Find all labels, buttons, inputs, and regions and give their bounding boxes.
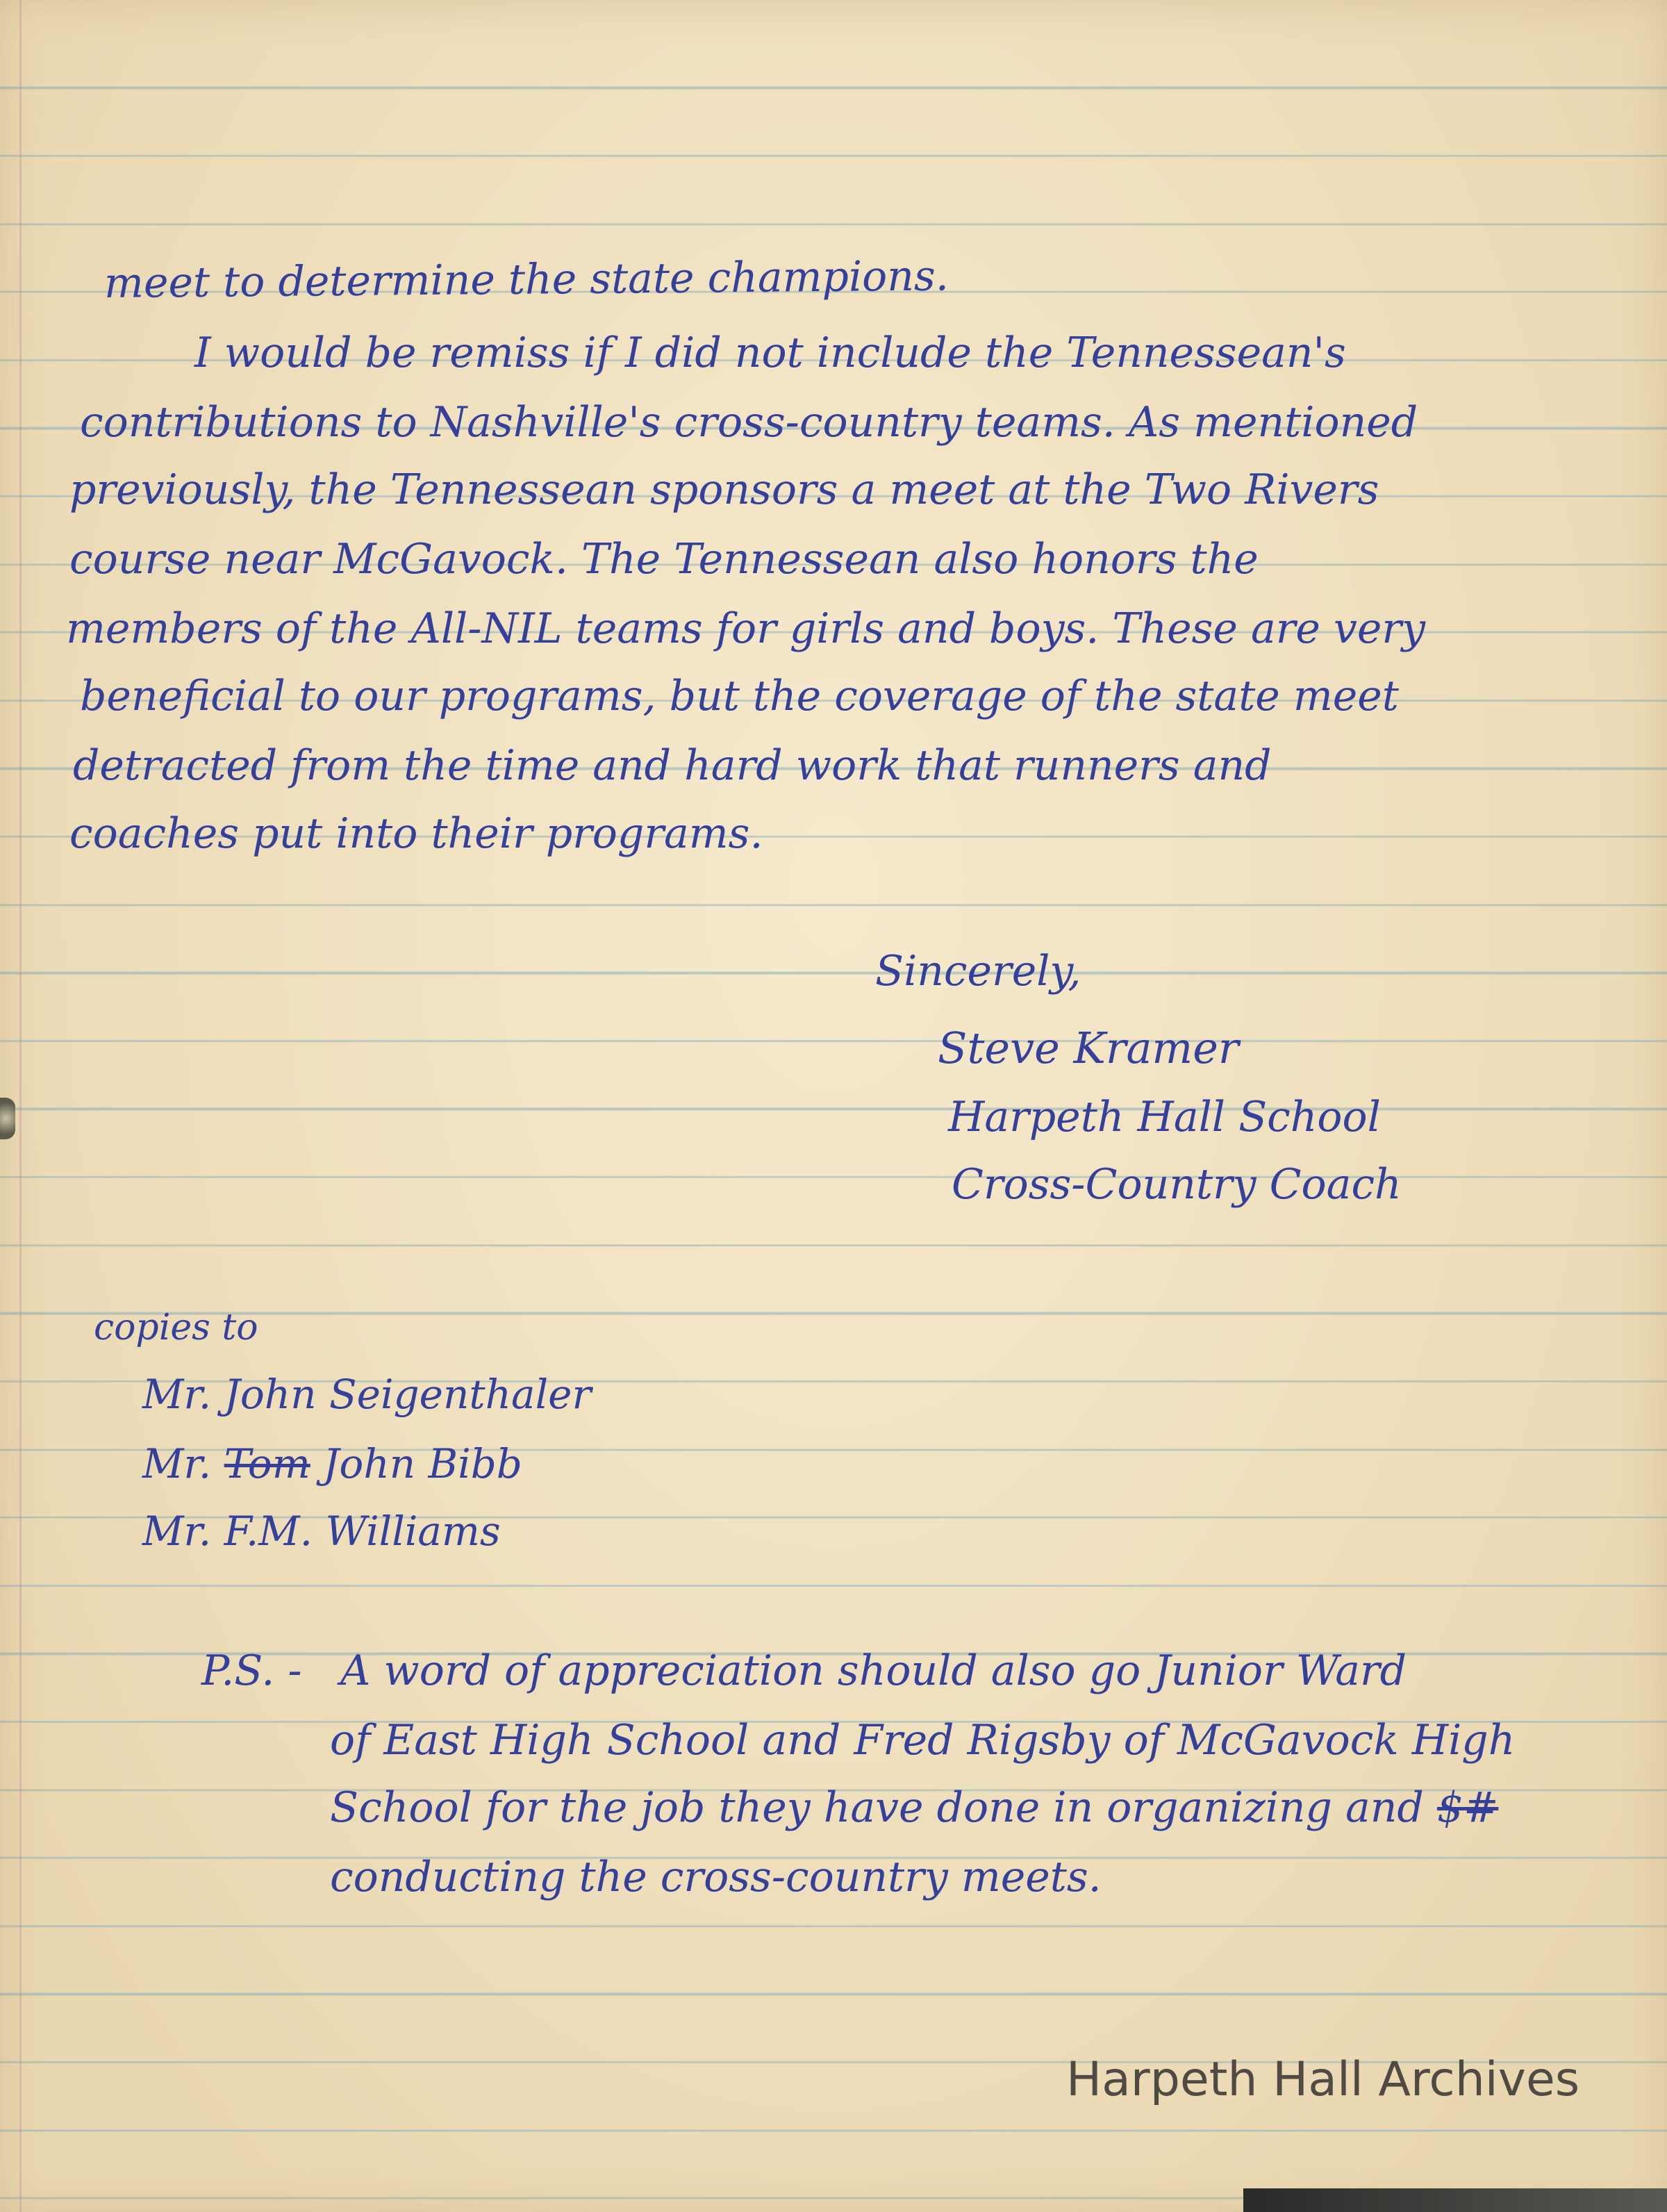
body-line-1: meet to determine the state champions. — [103, 251, 949, 308]
copy-prefix: Mr. — [142, 1440, 212, 1487]
copy-recipient-1 — [142, 1371, 592, 1418]
postscript-line-1: A word of appreciation should also go Junior Ward — [340, 1646, 1407, 1695]
postscript-line-3 — [330, 1783, 1499, 1832]
body-line-9: coaches put into their programs. — [69, 809, 763, 858]
signature-school: Harpeth Hall School — [948, 1093, 1381, 1141]
signature-title: Cross-Country Coach — [952, 1160, 1402, 1209]
staple — [0, 1098, 15, 1139]
copy-recipient-2 — [142, 1440, 522, 1487]
postscript-line-2: of East High School and Fred Rigsby of McGavock High — [330, 1716, 1516, 1765]
postscript-line-3-text: School for the job they have done in organizing and — [330, 1783, 1424, 1832]
copy-recipient-3 — [142, 1508, 501, 1555]
archive-watermark: Harpeth Hall Archives — [1066, 2052, 1580, 2107]
struck-word: Tom — [224, 1440, 310, 1487]
body-line-2 — [194, 329, 1346, 377]
copy-name: F.M. Williams — [224, 1508, 501, 1555]
copies-heading: copies to — [94, 1307, 258, 1348]
body-line-2-text: I would be remiss if I did not include the Tennessean's — [194, 329, 1346, 377]
scanner-edge — [1243, 2188, 1667, 2212]
closing: Sincerely, — [875, 947, 1081, 996]
body-line-7: beneficial to our programs, but the coverage of the state meet — [80, 672, 1399, 720]
margin-line — [19, 0, 22, 2212]
copy-name: John Bibb — [323, 1440, 522, 1487]
struck-word: $# — [1436, 1783, 1499, 1832]
body-line-4: previously, the Tennessean sponsors a meet at the Two Rivers — [69, 465, 1379, 514]
copy-name: John Seigenthaler — [224, 1371, 592, 1418]
body-line-5: course near McGavock. The Tennessean also honors the — [69, 535, 1259, 584]
postscript-label: P.S. - — [201, 1646, 302, 1695]
body-line-8: detracted from the time and hard work that runners and — [73, 741, 1272, 790]
postscript-line-4: conducting the cross-country meets. — [330, 1853, 1102, 1901]
signature-name: Steve Kramer — [938, 1023, 1239, 1073]
copy-prefix: Mr. — [142, 1371, 212, 1418]
body-line-3: contributions to Nashville's cross-country teams. As mentioned — [80, 398, 1418, 447]
copy-prefix: Mr. — [142, 1508, 212, 1555]
body-line-6: members of the All-NIL teams for girls and boys. These are very — [66, 604, 1425, 653]
